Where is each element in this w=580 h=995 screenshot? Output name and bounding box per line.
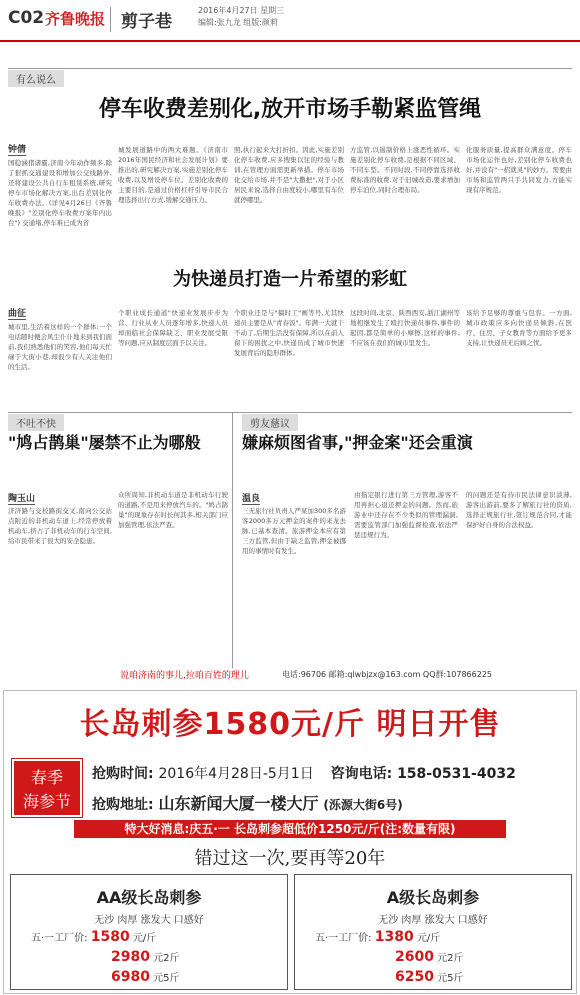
product-box-aa <box>10 874 288 990</box>
price-row-3 <box>395 969 464 985</box>
price-unit: 元5斤 <box>153 973 180 984</box>
price-row-2 <box>111 949 180 965</box>
price-row-3 <box>111 969 180 985</box>
product-box-a <box>294 874 572 990</box>
price-value: 6250 <box>395 969 434 985</box>
price-value: 1380 <box>374 929 414 945</box>
badge-line2: 海参节 <box>22 792 71 811</box>
article3-byline: 陶玉山 <box>8 491 35 505</box>
article1-col1: 国稳涵猪诸霸,济南今年动作频多,除了狠抓交通建设和增加公交线路外,还将建设公共自行车租赁系统,研究停车市场化解决方案,出台差别化停车收费办法。(详见4月26日《齐鲁晚报》"差别化停车收费方案年内出台") 交通堵,停车难已成为省 <box>8 159 112 227</box>
footer-contact: 电话:96706 邮箱:qlwbjzx@163.com QQ群:107866225 <box>282 670 492 679</box>
article1-col3: 照,执行起来大打折扣。因此,实施差别化停车收费,应多搜集以往的经验与教训,在管理方面需更新举措。停车市场化交给市场,并不是"大撒把",对于小区居民来说,选择自由度较小,哪里有车位就停哪里。 <box>234 146 344 204</box>
article1-col2: 城发展道路中的两大难题。《济南市2016年国民经济和社会发展计划》要推出的,研究解决方案,实施差别化停车收费,以及增设停车位。差别化收费的主要目的,是通过价格杠杆引导市民合理选择出行方式,缓解交通压力。 <box>118 146 228 204</box>
ad-banner: 特大好消息:庆五·一 长岛刺参超低价1250元/斤(注:数量有限) <box>74 820 506 838</box>
price-row-2 <box>395 949 464 965</box>
article3-kicker: 不吐不快 <box>8 414 64 431</box>
product-title: AA级长岛刺参 <box>96 888 202 907</box>
editors-line: 编辑:张九龙 组版:颜莉 <box>198 18 278 27</box>
article3-headline: "鸠占鹊巢"屡禁不止为哪般 <box>8 433 201 452</box>
article4-col3: 的问题还是有待市民法律意识淡薄,游客出游前,要多了解旅行社的资质,选择正规旅行社,签订规范合同,才能保护好自身的合法权益。 <box>466 491 572 529</box>
article2-col3: 个职业还是与"搞时工"画等号,尤其快递员主要是从"青春饭"。年满一大就干不动了,后期生活没有保障,所以在前人留下的困扰之中,快递员成了城市快速发展背后的隐形群体。 <box>234 309 344 357</box>
footer-slogan: 说咱济南的事儿,拉咱百姓的理儿 <box>120 671 249 681</box>
price-row-1 <box>315 929 440 945</box>
article1-byline: 钟倩 <box>8 142 26 156</box>
badge-line1: 春季 <box>30 768 63 787</box>
product-features: 无沙 肉厚 涨发大 口感好 <box>378 915 488 926</box>
price-row-1 <box>31 929 156 945</box>
date-line: 2016年4月27日 星期三 <box>198 6 285 15</box>
article2-col5: 该给予足够的尊重与包容。一方面,城市政策应多向快递员倾斜,在医疗、住房、子女教育等方面给予更多支持,让快递员无后顾之忧。 <box>466 309 572 347</box>
page-number: C02 <box>8 8 45 28</box>
divider <box>8 412 572 413</box>
price-value: 2980 <box>111 949 150 965</box>
product-title: A级长岛刺参 <box>386 888 480 907</box>
article4-col2: 由指定银行进行第三方管理,游客不用再担心退还押金的问题。然而,旅游业中还存在不少类似的管理漏洞,需要监管部门加强监督检查,依法严惩违规行为。 <box>354 491 458 539</box>
time-value: 2016年4月28日-5月1日 <box>158 766 314 782</box>
sea-cucumber-ad <box>3 690 577 994</box>
price-unit: 元/斤 <box>132 933 157 944</box>
ad-badge <box>12 759 82 817</box>
phone-label: 咨询电话: <box>330 766 393 782</box>
divider <box>8 68 572 69</box>
column-divider <box>232 412 233 668</box>
price-unit: 元5斤 <box>437 973 464 984</box>
addr-note: (泺源大街6号) <box>323 798 403 812</box>
article1-headline: 停车收费差别化,放开市场手勒紧监管绳 <box>98 97 482 122</box>
price-unit: 元2斤 <box>437 953 464 964</box>
article2-col1: 城市里,生活着这样的一个群体:一个电话随时便会风尘仆仆地来到我们面前,我们熟悉他们的笑容,他们每天忙碌于大街小巷,却很少有人关注他们的生活。 <box>8 323 112 371</box>
article1-kicker: 有么说么 <box>8 70 64 87</box>
addr-label: 抢购地址: <box>92 797 154 813</box>
ad-title: 长岛刺参1580元/斤 明日开售 <box>79 707 501 742</box>
price-label: 五·一工厂价: <box>315 933 372 944</box>
article1-col5: 化服务质量,提高群众满意度。停车市场化运作也好,差别化停车收费也好,并没有"一招就灵"的妙方。需要由市场和监管两只手共同发力,方能实现有序规范。 <box>466 146 572 194</box>
price-value: 1580 <box>90 929 130 945</box>
newspaper-logo: 齐鲁晚报 <box>45 10 106 28</box>
ad-slogan: 错过这一次,要再等20年 <box>194 848 386 869</box>
page-header <box>0 0 580 42</box>
article2-col4: 这段时间,北京、陕西西安,浙江湖州等地相继发生了殴打快递员事件,事件的起因,都是简单的小摩擦,这样的事件,不应该在我们的城市里发生。 <box>350 309 460 347</box>
article4-headline: 嫌麻烦图省事,"押金案"还会重演 <box>242 433 473 452</box>
ad-time-phone <box>92 763 516 783</box>
price-label: 五·一工厂价: <box>31 933 88 944</box>
article4-col1: 三无旅行社负责人严某加300多名游客2000多万元押金的案件的来龙去脉,已基本查清。旅游押金本应有第三方监管,但由于缺乏监管,押金被挪用的事情时有发生。 <box>242 507 346 555</box>
article4-kicker: 剪友慈议 <box>242 414 298 431</box>
article2-byline: 曲征 <box>8 306 26 320</box>
article2-headline: 为快递员打造一片希望的彩虹 <box>173 269 407 290</box>
ad-address <box>92 791 403 814</box>
product-features: 无沙 肉厚 涨发大 口感好 <box>94 915 204 926</box>
price-unit: 元/斤 <box>416 933 441 944</box>
header-meta <box>198 5 284 29</box>
article4-byline: 温良 <box>242 491 260 505</box>
price-value: 2600 <box>395 949 434 965</box>
addr-value: 山东新闻大厦一楼大厅 <box>158 794 319 813</box>
column-name: 剪子巷 <box>110 7 172 32</box>
phone-value: 158-0531-4032 <box>397 766 516 782</box>
price-unit: 元2斤 <box>153 953 180 964</box>
article3-col1: 济济路与交校路街交叉,南向公交站点附近的非机动车道上,经常停放着机动车,挤占了非机动车的行车空间,给市民带来了很大的安全隐患。 <box>8 507 112 545</box>
article1-col4: 方监管,以遏制价格上涨恶性循环。实施差别化停车收费,是根据不同区域、不同车型、不同时段,不同停靠选择收费标准的收费,对于旧城改造,要求增加停车泊位,同时合理布局。 <box>350 146 460 194</box>
price-value: 6980 <box>111 969 150 985</box>
time-label: 抢购时间: <box>92 766 154 782</box>
article3-col2: 众所周知,非机动车道是非机动车行驶的道路,不是用来停放汽车的。"鸠占鹊巢"的现象存在时长何其多,相关部门应加强管理,依法严查。 <box>118 491 228 529</box>
article2-col2: 个职业成长通道"快递业发展步步为营、行业从业人员逐年增多,快递人员却面临社会保障缺乏、职业发展受限等问题,应从制度层面予以关注。 <box>118 309 228 347</box>
